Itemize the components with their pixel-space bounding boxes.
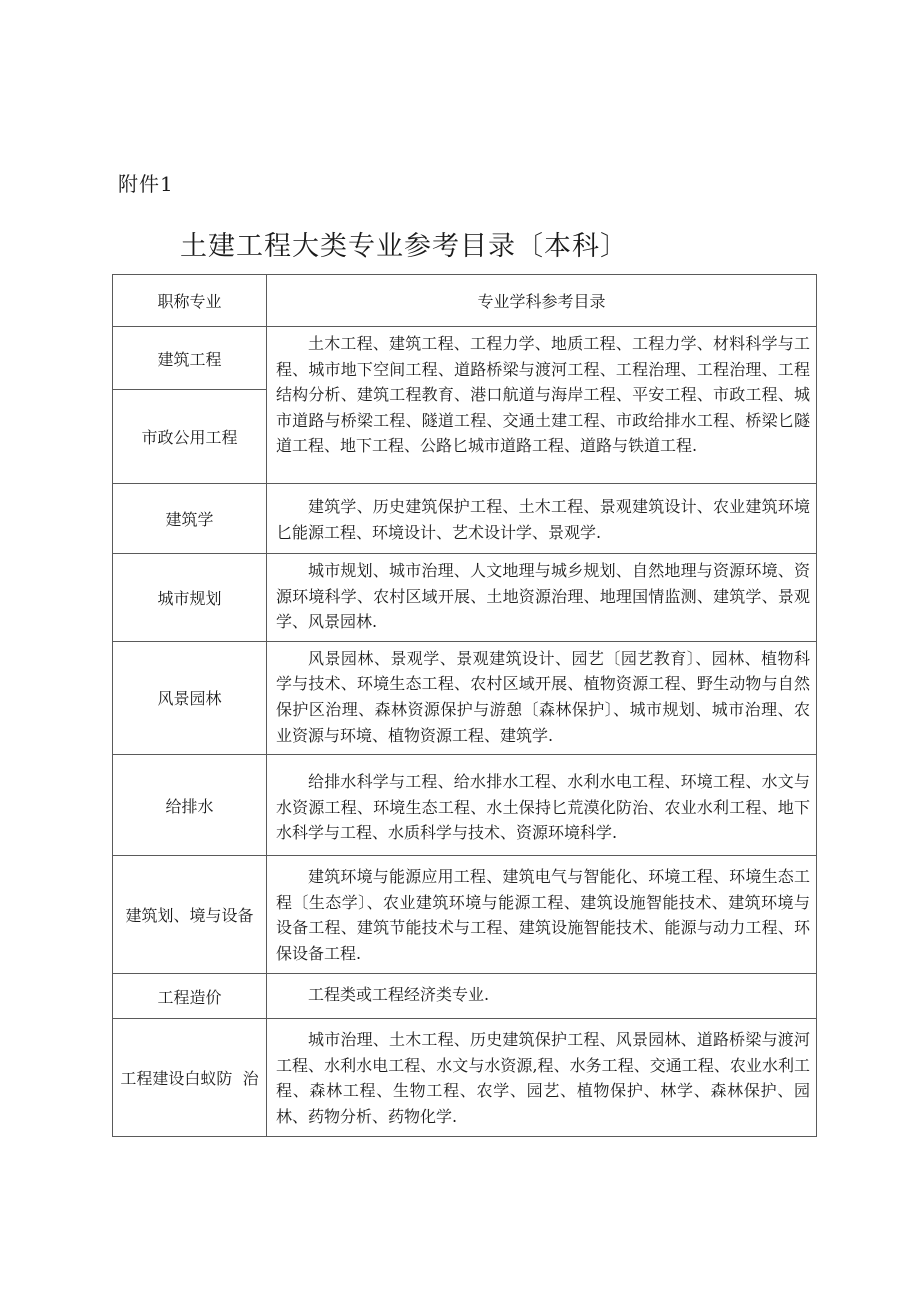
table-header-row [113, 275, 817, 327]
row-desc-building-environment: 建筑环境与能源应用工程、建筑电气与智能化、环境工程、环境生态工程〔生态学〕、农业建筑环境与能源工程、建筑设施智能技术、建筑环境与设备工程、建筑节能技术与工程、建筑设施智能技术、能源与动力工程、环保设备工程. [267, 856, 817, 974]
row-desc-water-drainage: 给排水科学与工程、给水排水工程、水利水电工程、环境工程、水文与水资源工程、环境生态工程、水土保持匕荒漠化防治、农业水利工程、地下水科学与工程、水质科学与技术、资源环境科学. [267, 755, 817, 856]
row-desc-urban-planning: 城市规划、城市治理、人文地理与城乡规划、自然地理与资源环境、资源环境科学、农村区域开展、土地资源治理、地理国情监测、建筑学、景观学、风景园林. [267, 554, 817, 642]
row-desc-architecture: 建筑学、历史建筑保护工程、土木工程、景观建筑设计、农业建筑环境匕能源工程、环境设计、艺术设计学、景观学. [267, 484, 817, 554]
row-desc-termite-control: 城市治理、土木工程、历史建筑保护工程、风景园林、道路桥梁与渡河工程、水利水电工程、水文与水资源,程、水务工程、交通工程、农业水利工程、森林工程、生物工程、农学、园艺、植物保护、林学、森林保护、园林、药物分析、药物化学. [267, 1019, 817, 1136]
row-name-water-drainage: 给排水 [113, 755, 267, 856]
header-reference-catalog: 专业学科参考目录 [267, 275, 817, 327]
table-row [113, 641, 817, 754]
table-row [113, 755, 817, 856]
table-row [113, 974, 817, 1019]
row-name-building-environment: 建筑划、境与设备 [113, 856, 267, 974]
row-name-termite-control: 工程建设白蚁防 治 [113, 1019, 267, 1136]
row-desc-civil-municipal: 土木工程、建筑工程、工程力学、地质工程、工程力学、材料科学与工程、城市地下空间工程、道路桥梁与渡河工程、工程治理、工程治理、工程结构分析、建筑工程教育、港口航道与海岸工程、平安工程、市政工程、城市道路与桥梁工程、隧道工程、交通土建工程、市政给排水工程、桥梁匕隧道工程、地下工程、公路匕城市道路工程、道路与铁道工程. [267, 327, 817, 484]
row-name-cost: 工程造价 [113, 974, 267, 1019]
row-name-architecture: 建筑学 [113, 484, 267, 554]
row-desc-cost: 工程类或工程经济类专业. [267, 974, 817, 1019]
row-name-municipal-utilities: 市政公用工程 [113, 390, 267, 484]
table-row [113, 1019, 817, 1136]
table-row [113, 327, 817, 390]
table-row [113, 484, 817, 554]
attachment-label: 附件1 [118, 172, 174, 196]
table-row [113, 856, 817, 974]
header-professional-title: 职称专业 [113, 275, 267, 327]
major-catalog-table [112, 274, 817, 1137]
page-title: 土建工程大类专业参考目录〔本科〕 [180, 231, 628, 262]
row-name-urban-planning: 城市规划 [113, 554, 267, 642]
table-row [113, 554, 817, 642]
row-name-landscape: 风景园林 [113, 641, 267, 754]
row-name-building-engineering: 建筑工程 [113, 327, 267, 390]
row-desc-landscape: 风景园林、景观学、景观建筑设计、园艺〔园艺教育〕、园林、植物科学与技术、环境生态工程、农村区域开展、植物资源工程、野生动物与自然保护区治理、森林资源保护与游憩〔森林保护〕、城市规划、城市治理、农业资源与环境、植物资源工程、建筑学. [267, 641, 817, 754]
